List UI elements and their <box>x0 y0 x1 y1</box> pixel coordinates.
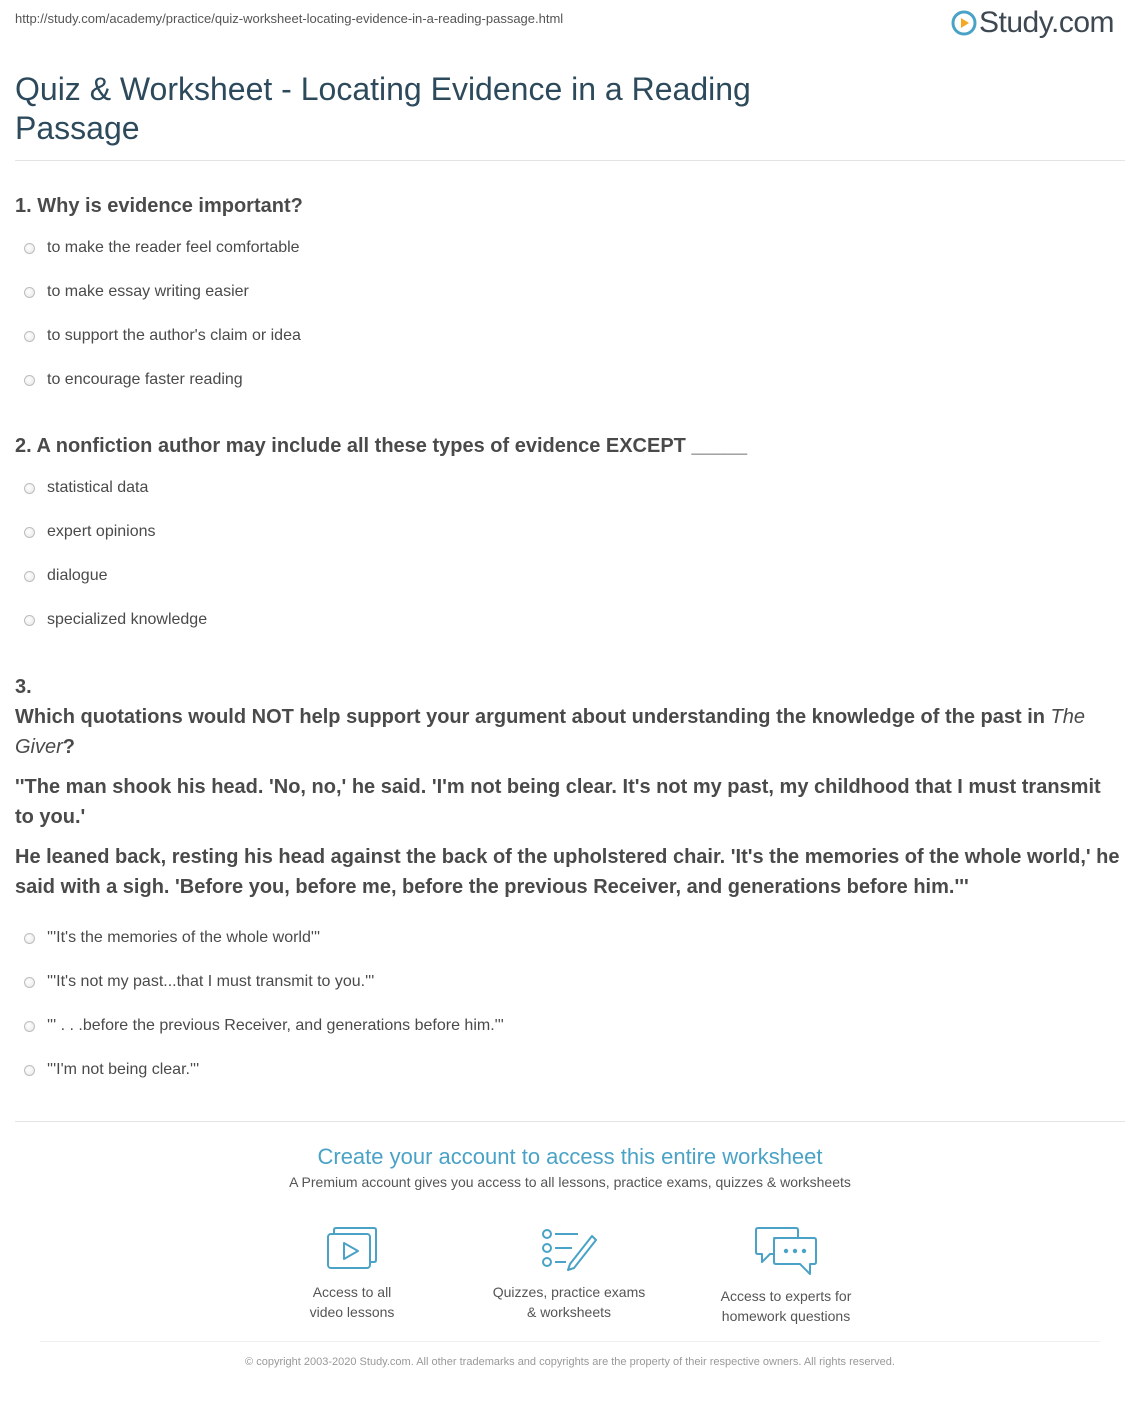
question-2-option-2[interactable]: expert opinions <box>24 523 156 541</box>
page-url: http://study.com/academy/practice/quiz-worksheet-locating-evidence-in-a-reading-passage.html <box>15 11 564 26</box>
feature-label-line2: homework questions <box>721 1308 851 1324</box>
question-2-option-4[interactable]: specialized knowledge <box>24 611 207 629</box>
play-circle-icon <box>951 10 977 36</box>
question-3 <box>15 672 1120 902</box>
radio-button[interactable] <box>24 331 35 342</box>
question-3-number: 3. <box>15 676 32 698</box>
feature-label-line1: Access to experts for <box>720 1288 852 1304</box>
quiz-checklist-icon <box>540 1226 598 1272</box>
question-3-quote-1: ''The man shook his head. 'No, no,' he said. 'I'm not being clear. It's not my past, my childhood that I must transmit to you.' <box>15 776 1101 828</box>
feature-label-line1: Quizzes, practice exams <box>492 1284 646 1300</box>
radio-button[interactable] <box>24 375 35 386</box>
question-1-option-1[interactable]: to make the reader feel comfortable <box>24 239 300 257</box>
radio-button[interactable] <box>24 483 35 494</box>
logo-text: Study.com <box>979 6 1114 39</box>
study-logo[interactable] <box>951 6 1114 40</box>
feature-label-line2: video lessons <box>309 1304 395 1320</box>
question-3-prompt: Which quotations would NOT help support your argument about understanding the knowledge of the past in The Giver? <box>15 706 1086 758</box>
question-1-option-2[interactable]: to make essay writing easier <box>24 283 249 301</box>
chat-bubbles-icon <box>754 1226 818 1276</box>
radio-button[interactable] <box>24 527 35 538</box>
question-3-option-3[interactable]: ''' . . .before the previous Receiver, and generations before him.''' <box>24 1017 504 1035</box>
radio-button[interactable] <box>24 933 35 944</box>
question-3-option-4[interactable]: '''I'm not being clear.''' <box>24 1061 199 1079</box>
question-1-title: 1. Why is evidence important? <box>15 195 303 217</box>
cta-subtitle: A Premium account gives you access to all lessons, practice exams, quizzes & worksheets <box>289 1174 851 1190</box>
feature-label-line1: Access to all <box>312 1284 392 1300</box>
question-2-option-3[interactable]: dialogue <box>24 567 108 585</box>
copyright-text: © copyright 2003-2020 Study.com. All other trademarks and copyrights are the property of their respective owners. All rights reserved. <box>245 1356 895 1368</box>
question-2-option-1[interactable]: statistical data <box>24 479 148 497</box>
question-3-option-2[interactable]: '''It's not my past...that I must transmit to you.''' <box>24 973 374 991</box>
title-divider <box>15 160 1125 161</box>
feature-label-line2: & worksheets <box>526 1304 612 1320</box>
radio-button[interactable] <box>24 1021 35 1032</box>
radio-button[interactable] <box>24 243 35 254</box>
radio-button[interactable] <box>24 571 35 582</box>
page-title: Quiz & Worksheet - Locating Evidence in a Reading Passage <box>15 71 751 146</box>
feature-video-lessons <box>252 1226 452 1322</box>
question-3-quote-2: He leaned back, resting his head against the back of the upholstered chair. 'It's the memories of the whole world,' he said with a sigh. 'Before you, before me, before the previous Receiver, and generations before him.''' <box>15 846 1120 898</box>
create-account-link[interactable]: Create your account to access this entire worksheet <box>317 1144 823 1169</box>
question-1-option-3[interactable]: to support the author's claim or idea <box>24 327 301 345</box>
feature-experts <box>686 1226 886 1326</box>
feature-quizzes <box>469 1226 669 1322</box>
content-divider <box>15 1121 1125 1122</box>
question-3-option-1[interactable]: '''It's the memories of the whole world''' <box>24 929 320 947</box>
radio-button[interactable] <box>24 615 35 626</box>
footer-divider <box>40 1341 1100 1342</box>
question-1-option-4[interactable]: to encourage faster reading <box>24 371 243 389</box>
question-2-title: 2. A nonfiction author may include all these types of evidence EXCEPT _____ <box>15 435 748 457</box>
radio-button[interactable] <box>24 977 35 988</box>
book-title: The Giver <box>15 706 1086 758</box>
video-lessons-icon <box>326 1226 378 1272</box>
radio-button[interactable] <box>24 287 35 298</box>
radio-button[interactable] <box>24 1065 35 1076</box>
